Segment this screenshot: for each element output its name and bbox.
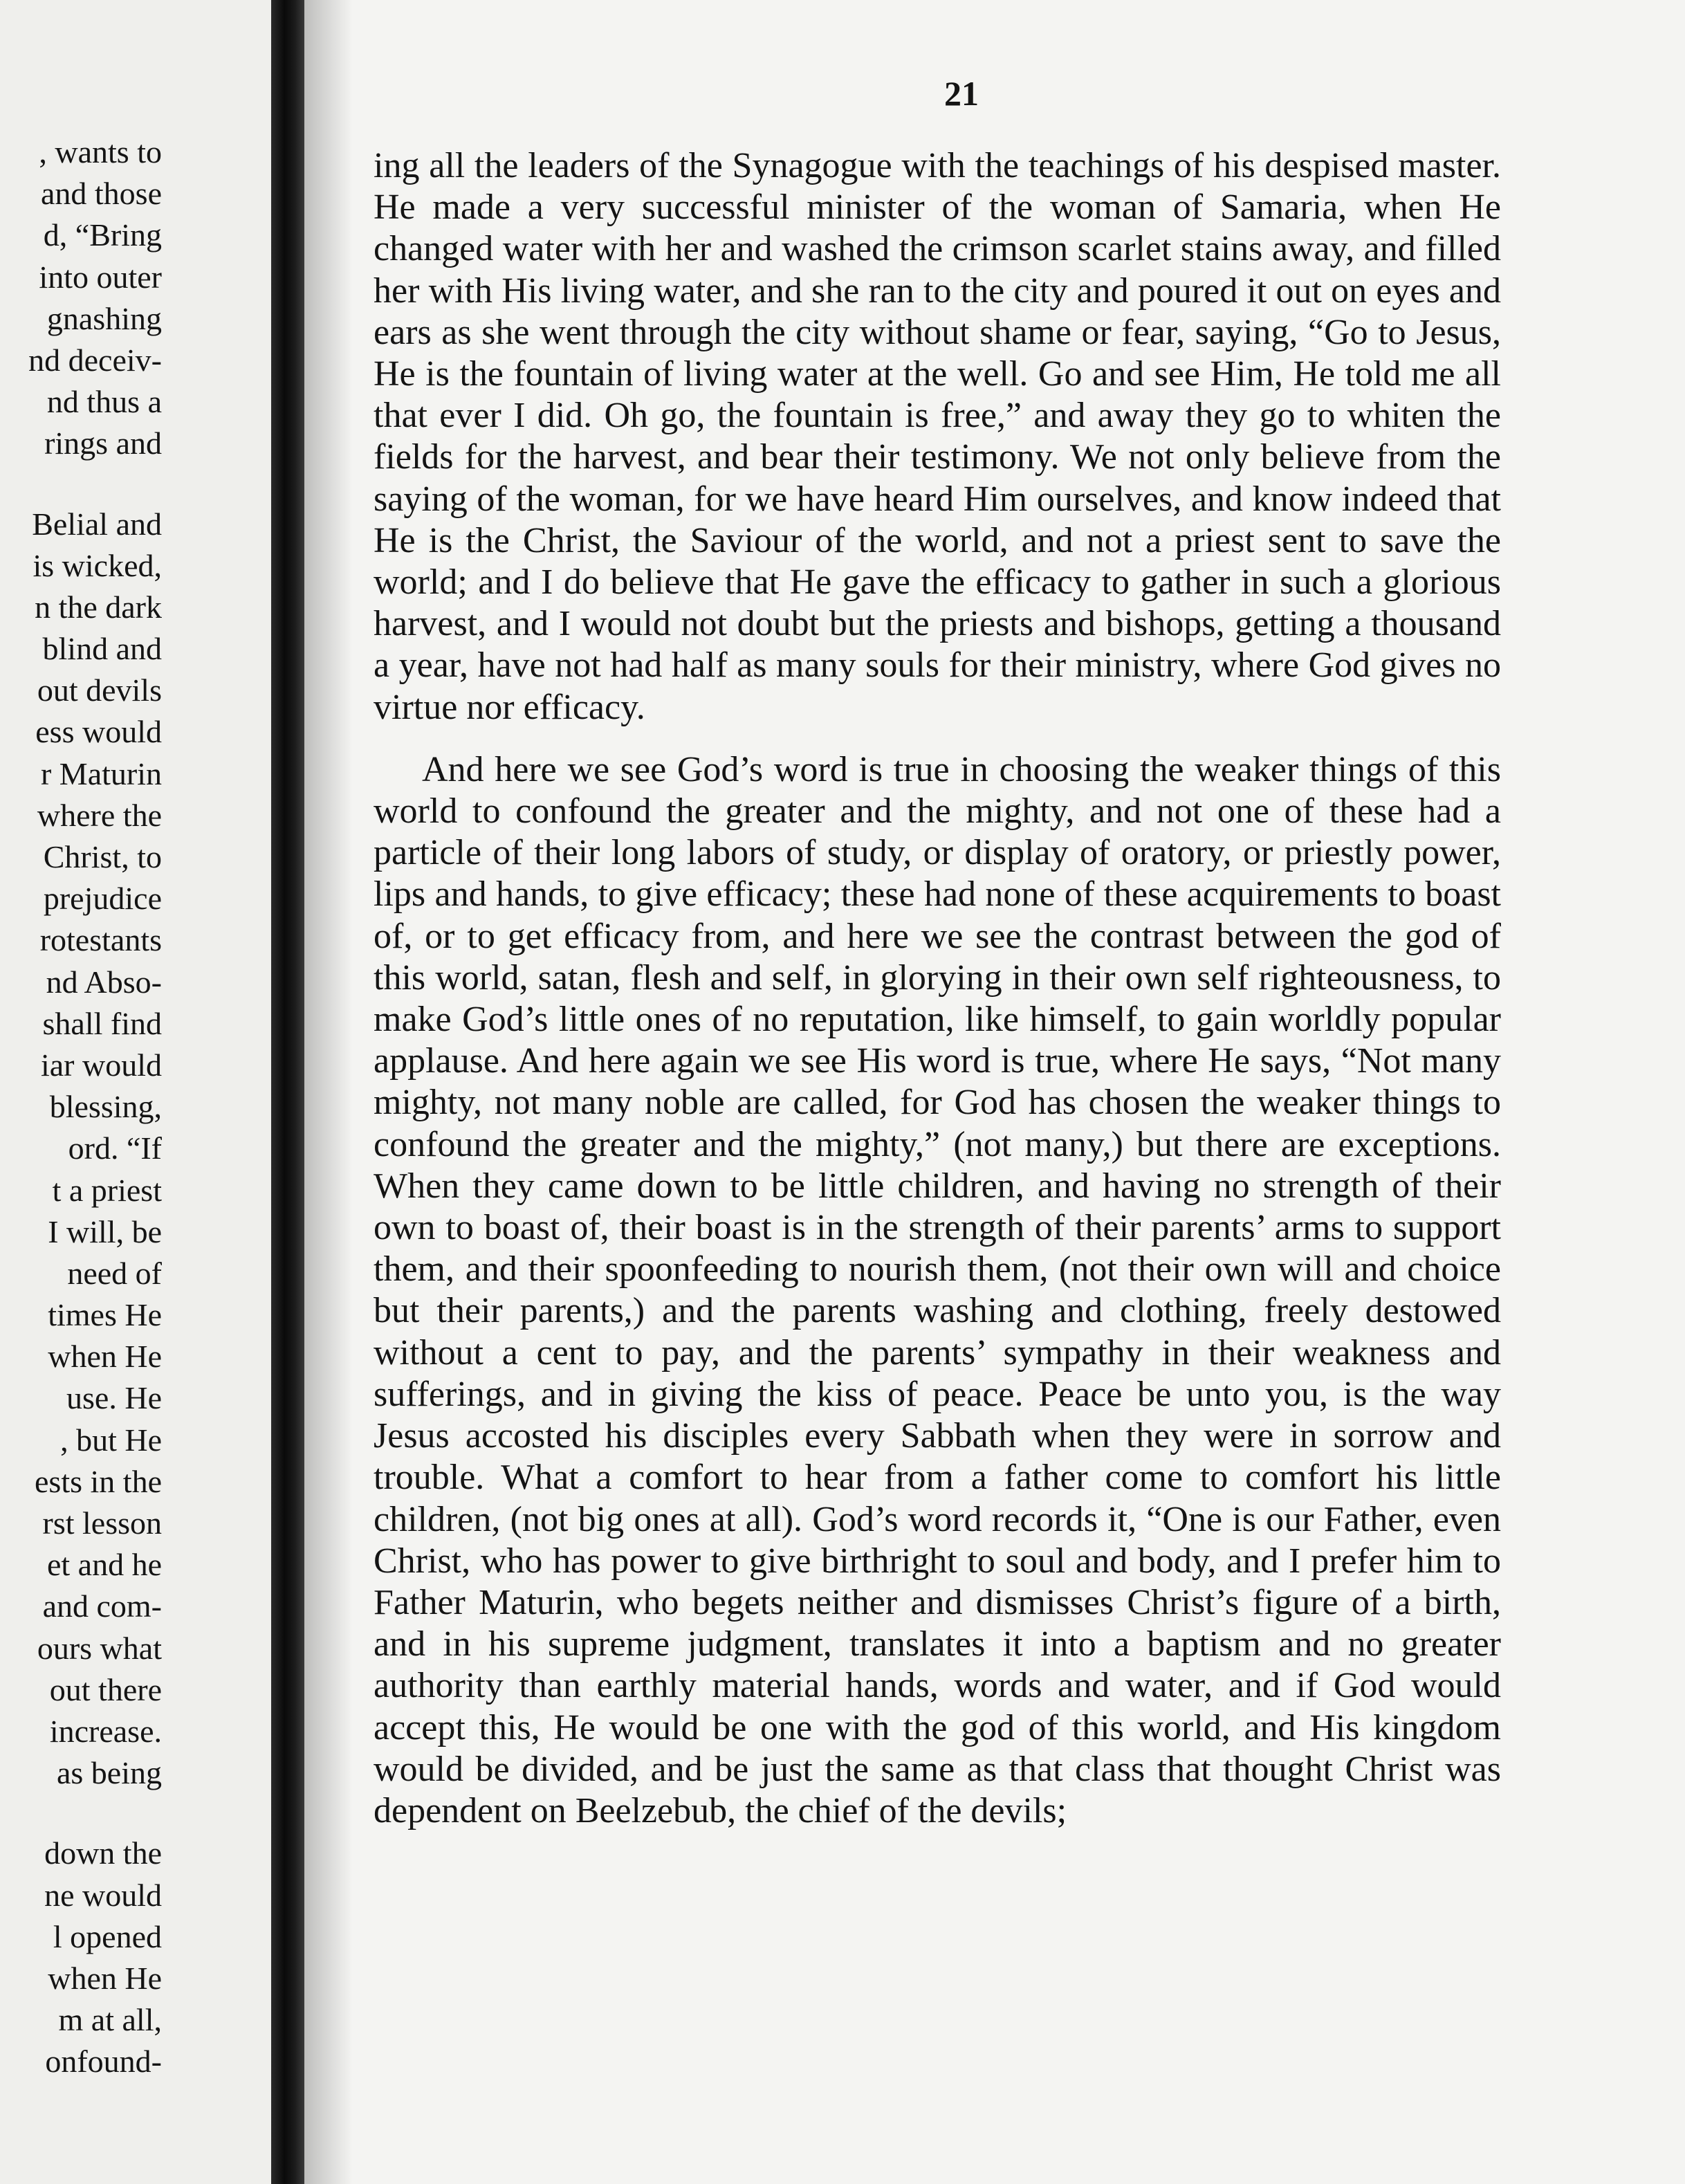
facing-page	[0, 0, 271, 2184]
facing-page-line: t a priest	[52, 1172, 162, 1208]
facing-page-line: nd deceiv-	[28, 342, 162, 378]
facing-page-line: r Maturin	[40, 755, 162, 791]
facing-page-line: I will, be	[48, 1213, 162, 1249]
gutter-shadow	[304, 0, 353, 2184]
facing-page-line: shall find	[42, 1005, 162, 1041]
facing-page-line: m at all,	[58, 2002, 162, 2038]
facing-page-line: when He	[48, 1339, 162, 1375]
book-gutter	[271, 0, 304, 2184]
facing-page-gap	[0, 465, 166, 504]
facing-page-line: ord. “If	[68, 1130, 162, 1166]
facing-page-line: et and he	[46, 1547, 162, 1583]
page-number: 21	[944, 74, 979, 113]
facing-page-line: rings and	[44, 425, 162, 461]
facing-page-line: d, “Bring	[43, 217, 162, 253]
facing-page-line: blind and	[42, 631, 162, 667]
facing-page-line: ests in the	[35, 1463, 162, 1499]
facing-page-line: ess would	[35, 714, 162, 750]
facing-page-line: nd Abso-	[46, 964, 162, 1000]
facing-page-line: increase.	[49, 1713, 162, 1749]
facing-page-gap	[0, 1794, 166, 1833]
facing-page-line: l opened	[53, 1918, 162, 1954]
facing-page-line: nd thus a	[46, 384, 162, 420]
facing-page-line: out devils	[37, 672, 162, 708]
facing-page-line: onfound-	[45, 2044, 162, 2080]
facing-page-line: , wants to	[39, 134, 162, 169]
facing-page-line: use. He	[66, 1380, 162, 1416]
facing-page-line: down the	[44, 1835, 162, 1871]
facing-page-line: times He	[48, 1297, 162, 1333]
facing-page-line: iar would	[40, 1047, 162, 1083]
paragraph: ing all the leaders of the Synagogue with the teachings of his despised master. He made a very successful minister of the woman of Samaria, when He changed water with her and washed the crimson scarlet stains away, and filled her with His living water, and she ran to the city and poured it out on eyes and ears as she went through the city without shame or fear, saying, “Go to Jesus, He is the fountain of living water at the well. Go and see Him, He told me all that ever I did. Oh go, the fountain is free,” and away they go to whiten the fields for the harvest, and bear their testimony. We not only believe from the saying of the woman, for we have heard Him ourselves, and know indeed that He is the Christ, the Saviour of the world, and not a priest sent to save the world; and I do believe that He gave the efficacy to gather in such a glorious harvest, and I would not doubt but the priests and bishops, getting a thousand a year, have not had half as many souls for their ministry, where God gives no virtue nor efficacy.	[374, 146, 1501, 727]
facing-page-line: Belial and	[32, 506, 162, 542]
facing-page-line: rst lesson	[42, 1505, 162, 1541]
facing-page-line: out there	[49, 1671, 162, 1707]
facing-page-line: prejudice	[43, 881, 162, 917]
facing-page-line: ours what	[37, 1630, 162, 1666]
facing-page-line: blessing,	[49, 1089, 162, 1125]
facing-page-line: into outer	[39, 259, 162, 295]
facing-page-line: Christ, to	[43, 839, 162, 874]
facing-page-line: need of	[67, 1255, 162, 1291]
paragraph: And here we see God’s word is true in choosing the weaker things of this world to confound the greater and the mighty, and not one of these had a particle of their long labors of study, or display of oratory, or priestly power, lips and hands, to give efficacy; these had none of these acquirements to boast of, or to get efficacy from, and here we see the contrast between the god of this world, satan, flesh and self, in glorying in their own self righteousness, to make God’s little ones of no reputation, like himself, to gain worldly popular applause. And here again we see His word is true, where He says, “Not many mighty, not many noble are called, for God has chosen the weaker things to confound the greater and the mighty,” (not many,) but there are exceptions. When they came down to be little children, and having no strength of their own to boast of, their boast is in the strength of their parents’ arms to support them, and their spoonfeeding to nourish them, (not their own will and choice but their parents,) and the parents washing and clothing, freely destowed without a cent to pay, and the parents’ sympathy in their weakness and sufferings, and in giving the kiss of peace. Peace be unto you, is the way Jesus accosted his disciples every Sabbath when they were in sorrow and trouble. What a comfort to hear from a father come to comfort his little children, (not big ones at all). God’s word records it, “One is our Father, even Christ, who has power to give birthright to soul and body, and I prefer him to Father Maturin, who begets neither and dismisses Christ’s figure of a birth, and in his supreme judgment, translates it into a baptism and no greater authority than earthly material hands, words and water, and if God would accept this, He would be one with the god of this world, and His kingdom would be divided, and be just the same as that class that thought Christ was dependent on Beelzebub, the chief of the devils;	[374, 749, 1501, 1830]
facing-page-line: n the dark	[35, 589, 162, 625]
facing-page-text-fragments	[0, 131, 166, 2082]
main-text-column	[374, 145, 1501, 1832]
facing-page-line: gnashing	[46, 300, 162, 336]
facing-page-line: is wicked,	[33, 547, 162, 583]
facing-page-line: ne would	[44, 1877, 162, 1913]
facing-page-line: , but He	[60, 1422, 162, 1458]
facing-page-line: where the	[37, 797, 162, 833]
facing-page-line: and com-	[42, 1588, 162, 1624]
facing-page-line: when He	[48, 1960, 162, 1996]
facing-page-line: rotestants	[39, 922, 162, 958]
facing-page-line: as being	[56, 1755, 162, 1791]
facing-page-line: and those	[40, 176, 162, 212]
